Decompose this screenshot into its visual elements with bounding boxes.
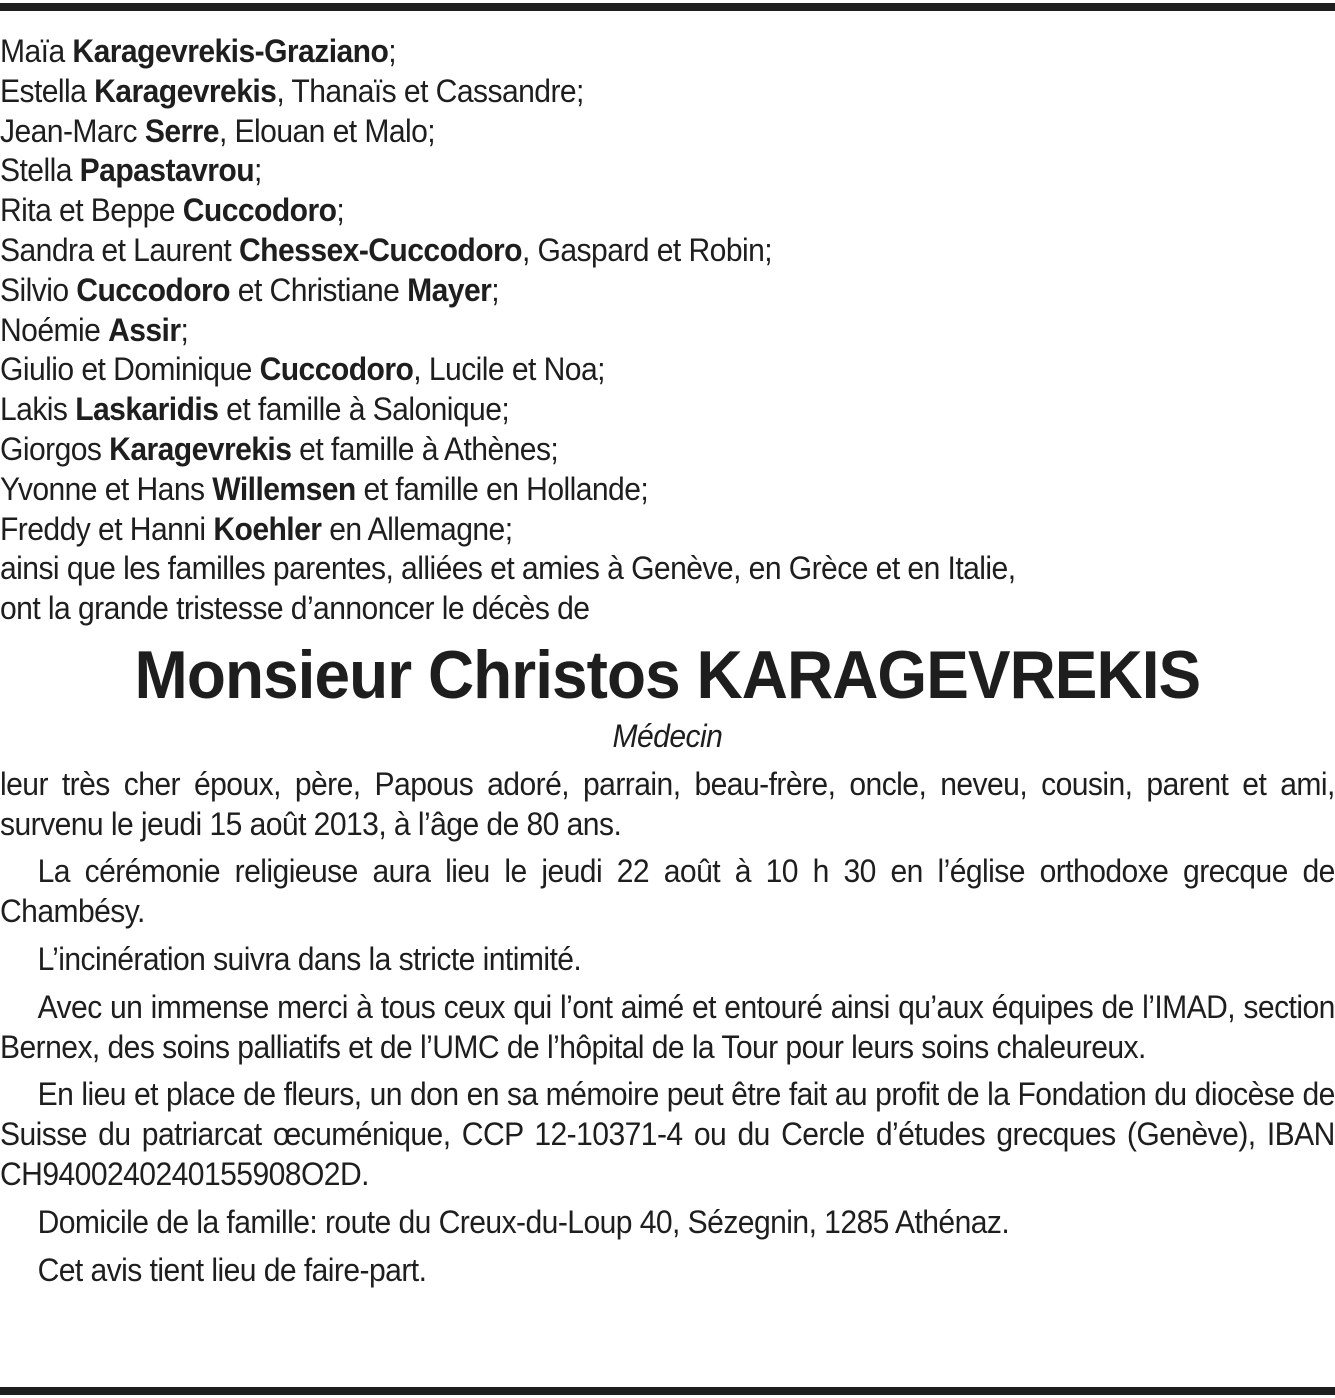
mourner-line: Silvio Cuccodoro et Christiane Mayer; [0,271,500,308]
mourner-line: Noémie Assir; [0,311,189,348]
profession: Médecin [612,717,723,754]
mourner-surname: Cuccodoro [76,271,230,308]
bottom-border-rule [0,1387,1335,1395]
mourner-line: Yvonne et Hans Willemsen et famille en Hollande; [0,470,649,507]
deceased-name: Monsieur Christos KARAGEVREKIS [134,636,1201,713]
mourner-surname: Karagevrekis [109,430,292,467]
mourner-line: Freddy et Hanni Koehler en Allemagne; [0,510,513,547]
mourner-line: Maïa Karagevrekis-Graziano; [0,33,397,69]
mourner-line: Giulio et Dominique Cuccodoro, Lucile et Noa; [0,351,605,388]
cremation-paragraph: L’incinération suivra dans la stricte intimité. [37,940,582,977]
mourner-surname: Papastavrou [79,152,255,189]
mourner-line: Giorgos Karagevrekis et famille à Athènes; [0,430,559,467]
mourner-surname: Chessex-Cuccodoro [239,231,522,268]
mourner-surname: Koehler [213,510,322,547]
mourner-line: Estella Karagevrekis, Thanaïs et Cassandre; [0,72,584,109]
mourner-line: Stella Papastavrou; [0,152,262,189]
mourner-surname: Cuccodoro [182,192,337,229]
mourner-surname: Karagevrekis [94,72,277,109]
mourner-surname: Assir [108,311,181,348]
relation-paragraph: leur très cher époux, père, Papous adoré, parrain, beau-frère, oncle, neveu, cousin, parent et ami, survenu le jeudi 15 août 2013, à l’âge de 80 ans. [0,765,1335,842]
mourner-surname: Cuccodoro [259,351,414,388]
mourner-line: Rita et Beppe Cuccodoro; [0,192,345,229]
mourner-line: Jean-Marc Serre, Elouan et Malo; [0,112,436,149]
address-paragraph: Domicile de la famille: route du Creux-du-Loup 40, Sézegnin, 1285 Athénaz. [37,1203,1010,1240]
mourner-surname: Willemsen [212,470,356,507]
mourner-surname-second: Mayer [407,271,492,308]
mourner-line: Lakis Laskaridis et famille à Salonique; [0,391,510,428]
obituary-notice [0,32,1335,1298]
mourner-surname: Karagevrekis-Graziano [72,33,389,69]
mourner-surname: Laskaridis [75,391,219,428]
mourner-surname: Serre [144,112,219,149]
families-line: ainsi que les familles parentes, alliées et amies à Genève, en Grèce et en Italie, [0,550,1016,587]
mourner-line: Sandra et Laurent Chessex-Cuccodoro, Gaspard et Robin; [0,231,773,268]
announcement-line: ont la grande tristesse d’annoncer le décès de [0,590,590,627]
thanks-paragraph: Avec un immense merci à tous ceux qui l’ont aimé et entouré ainsi qu’aux équipes de l’IMAD, section Bernex, des soins palliatifs et de l’UMC de l’hôpital de la Tour pour leurs soins chaleureux. [0,988,1335,1065]
top-border-rule [0,3,1335,11]
donation-paragraph: En lieu et place de fleurs, un don en sa mémoire peut être fait au profit de la Fondation du diocèse de Suisse du patriarcat œcuménique, CCP 12-10371-4 ou du Cercle d’études grecques (Genève), IBAN CH9400240240155908O2D. [0,1076,1335,1192]
ceremony-paragraph: La cérémonie religieuse aura lieu le jeudi 22 août à 10 h 30 en l’église orthodoxe grecque de Chambésy. [0,853,1335,930]
closing-paragraph: Cet avis tient lieu de faire-part. [37,1251,427,1288]
mourners-list [0,32,1335,549]
